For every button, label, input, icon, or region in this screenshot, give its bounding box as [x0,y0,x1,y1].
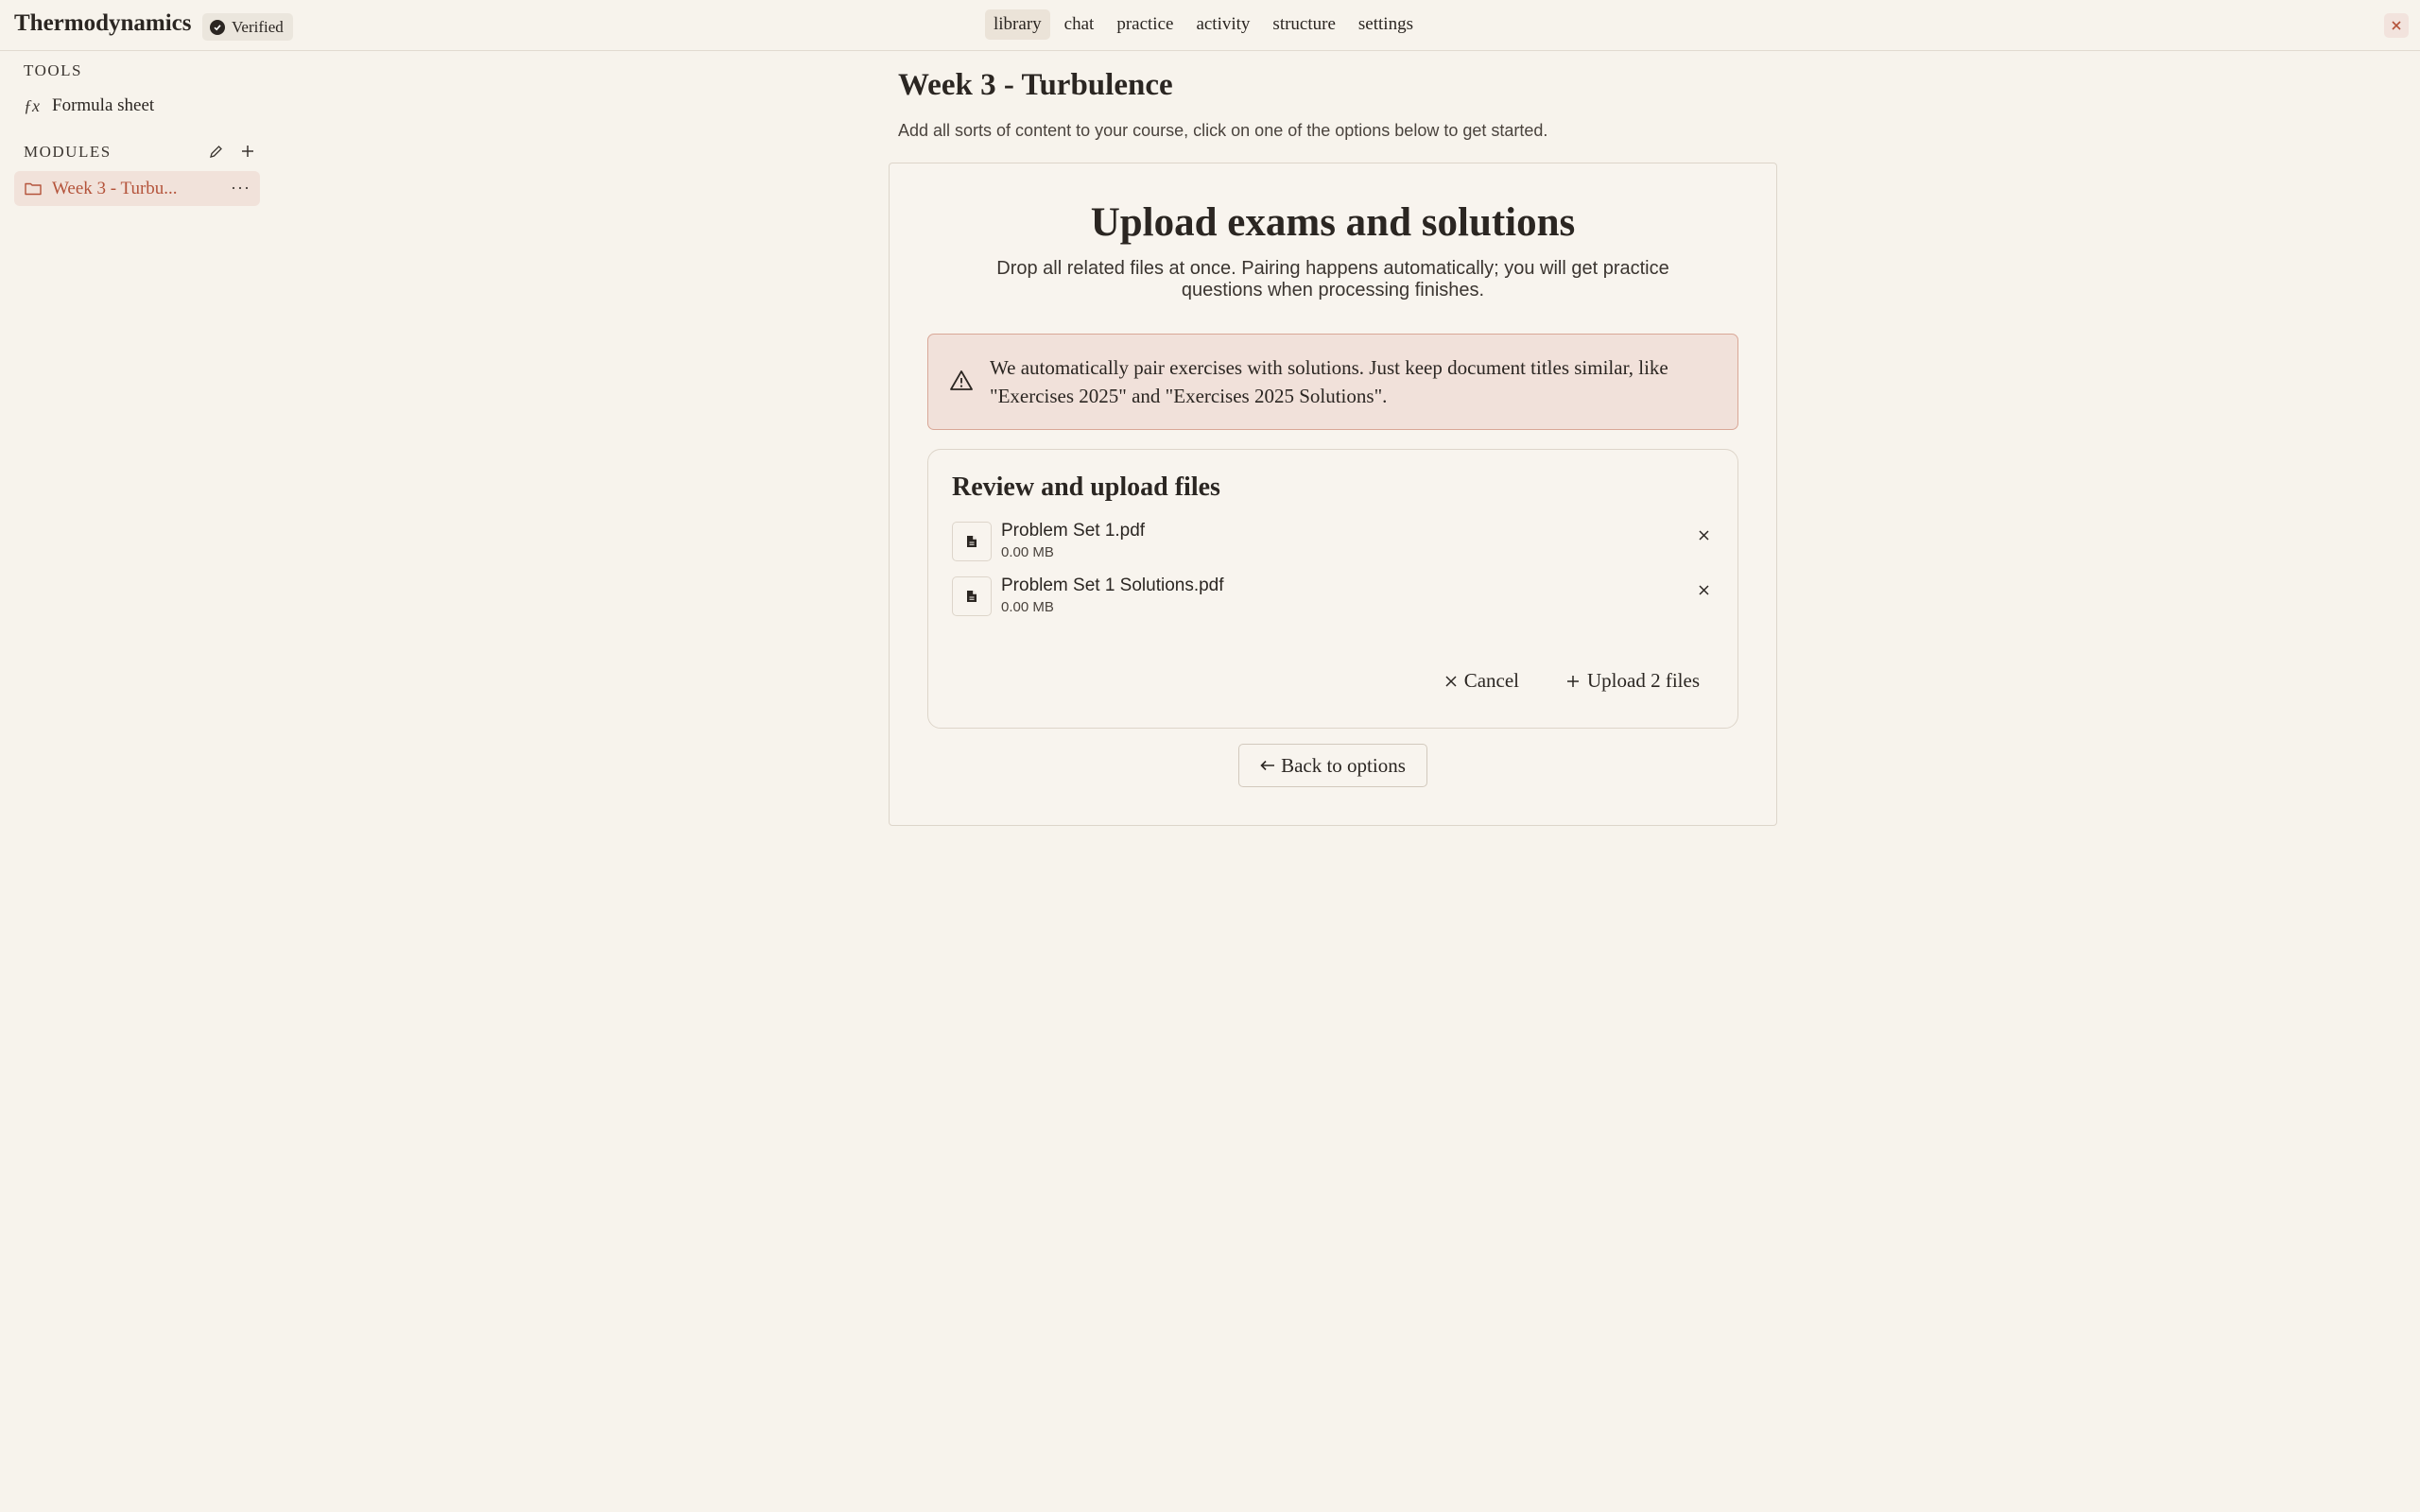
warning-icon [949,369,974,393]
nav-activity[interactable]: activity [1196,14,1251,34]
tool-formula-sheet[interactable] [24,94,154,118]
add-module-button[interactable] [238,142,257,161]
more-options-icon[interactable]: ··· [231,179,251,198]
file-row [952,574,1714,625]
tool-label: Formula sheet [52,95,155,115]
remove-file-button[interactable] [1693,524,1714,545]
module-item-week-3[interactable] [14,171,260,206]
folder-icon [25,181,43,196]
close-icon [1699,530,1709,541]
page-title: Week 3 - Turbulence [898,68,1173,102]
pairing-warning [927,334,1738,430]
file-row [952,519,1714,570]
review-title: Review and upload files [952,472,1220,502]
nav-settings[interactable]: settings [1357,14,1413,34]
function-icon: ƒx [24,95,40,115]
upload-subtitle: Drop all related files at once. Pairing happens automatically; you will get practice questions when processing finishes. [996,258,1669,301]
main-nav [985,9,1422,40]
close-icon [2391,20,2402,31]
module-label: Week 3 - Turbu... [52,178,178,198]
verified-label: Verified [232,17,284,36]
plus-icon [241,145,254,158]
top-bar [0,0,2420,51]
nav-practice[interactable]: practice [1116,14,1174,34]
nav-chat[interactable]: chat [1063,14,1095,34]
nav-structure[interactable]: structure [1272,14,1336,34]
nav-library[interactable]: library [985,9,1050,40]
file-name: Problem Set 1 Solutions.pdf [1001,576,1224,595]
back-to-options-button[interactable] [1238,744,1427,787]
modules-section-title: MODULES [24,143,112,161]
upload-title: Upload exams and solutions [1090,200,1576,245]
file-name: Problem Set 1.pdf [1001,521,1146,541]
verified-badge [202,13,293,41]
upload-files-button[interactable] [1566,669,1700,693]
file-icon [952,576,992,616]
file-size: 0.00 MB [1001,544,1054,560]
arrow-left-icon [1260,760,1275,771]
remove-file-button[interactable] [1693,579,1714,600]
warning-text: We automatically pair exercises with solutions. Just keep document titles similar, like "Exercises 2025" and "Exercises 2025 Solutions". [990,356,1668,407]
upload-label: Upload 2 files [1587,669,1700,692]
close-icon [1699,585,1709,595]
cancel-label: Cancel [1463,669,1520,692]
review-actions [1445,669,1700,693]
check-circle-icon [210,20,225,35]
cancel-button[interactable] [1445,669,1519,693]
plus-icon [1566,675,1580,688]
course-title: Thermodynamics [14,10,192,36]
back-label: Back to options [1281,753,1406,777]
pencil-icon [209,145,223,159]
close-icon [1445,676,1457,687]
close-button[interactable] [2384,13,2409,38]
file-icon [952,522,992,561]
module-actions [206,142,257,161]
review-panel [927,449,1738,729]
page-subtitle: Add all sorts of content to your course, click on one of the options below to get started. [898,121,1548,140]
upload-card [889,163,1777,826]
edit-modules-button[interactable] [206,142,225,161]
file-size: 0.00 MB [1001,599,1054,615]
tools-section-title: TOOLS [24,61,82,79]
